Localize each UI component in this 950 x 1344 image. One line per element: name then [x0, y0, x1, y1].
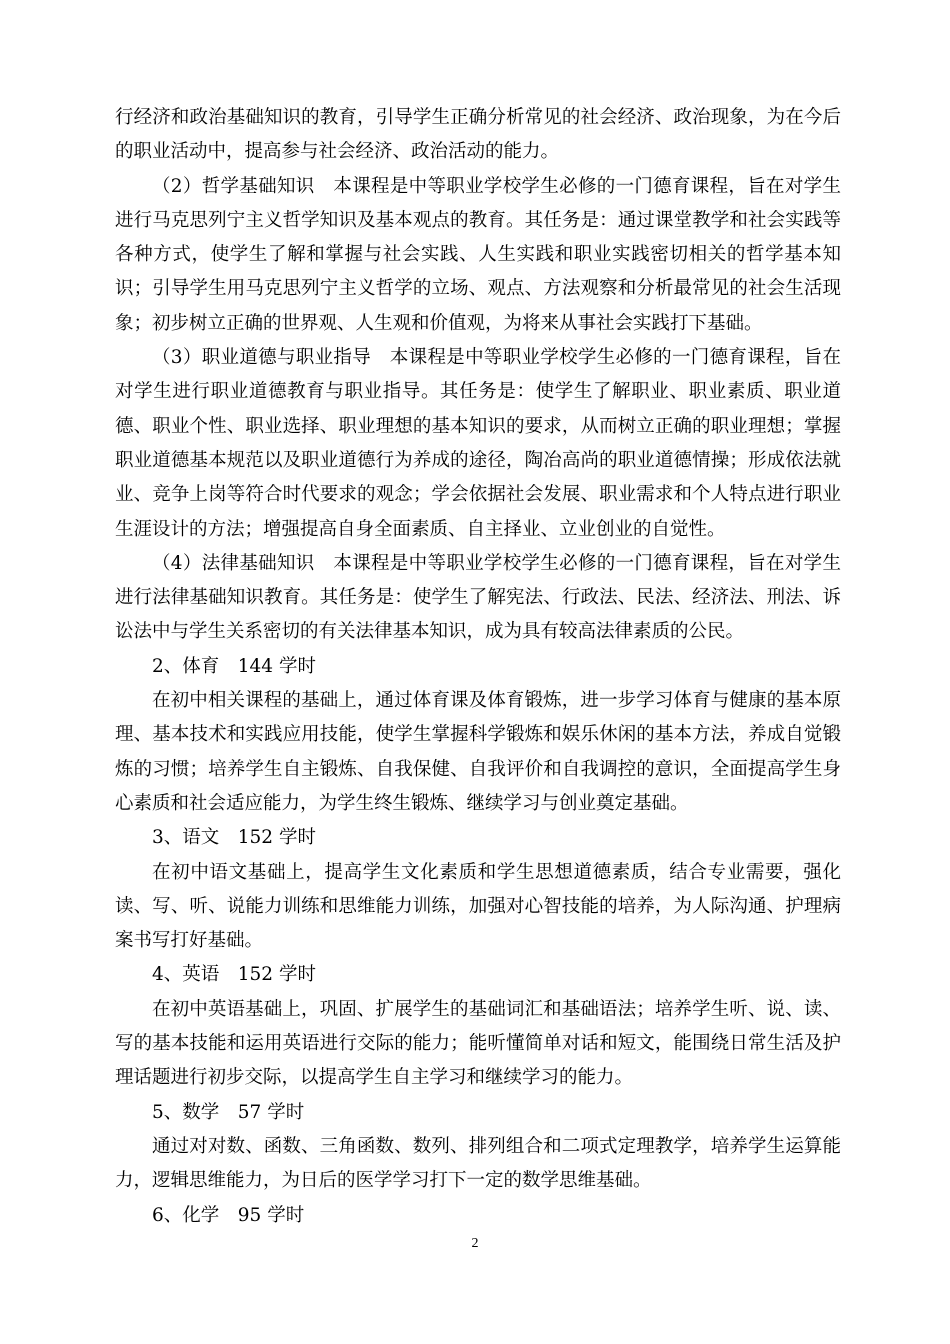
paragraph-english: 在初中英语基础上，巩固、扩展学生的基础词汇和基础语法；培养学生听、说、读、写的基本技能和运用英语进行交际的能力；能听懂简单对话和短文，能围绕日常生活及护理话题进行初步交际，以提高学生自主学习和继续学习的能力。	[115, 998, 841, 1089]
heading-english: 4、英语 152 学时	[152, 964, 316, 986]
paragraph-math: 通过对对数、函数、三角函数、数列、排列组合和二项式定理教学，培养学生运算能力，逻辑思维能力，为日后的医学学习打下一定的数学思维基础。	[115, 1135, 841, 1192]
heading-math: 5、数学 57 学时	[152, 1101, 305, 1123]
paragraph-pe: 在初中相关课程的基础上，通过体育课及体育锻炼，进一步学习体育与健康的基本原理、基本技术和实践应用技能，使学生掌握科学锻炼和娱乐休闲的基本方法，养成自觉锻炼的习惯；培养学生自主锻炼、自我保健、自我评价和自我调控的意识，全面提高学生身心素质和社会适应能力，为学生终生锻炼、继续学习与创业奠定基础。	[115, 690, 841, 814]
paragraph-philosophy: （2）哲学基础知识 本课程是中等职业学校学生必修的一门德育课程，旨在对学生进行马克思列宁主义哲学知识及基本观点的教育。其任务是：通过课堂教学和社会实践等各种方式，使学生了解和掌握与社会实践、人生实践和职业实践密切相关的哲学基本知识；引导学生用马克思列宁主义哲学的立场、观点、方法观察和分析最常见的社会生活现象；初步树立正确的世界观、人生观和价值观，为将来从事社会实践打下基础。	[115, 175, 841, 334]
page-number: 2	[471, 1236, 479, 1251]
paragraph-law-basics: （4）法律基础知识 本课程是中等职业学校学生必修的一门德育课程，旨在对学生进行法律基础知识教育。其任务是：使学生了解宪法、行政法、民法、经济法、刑法、诉讼法中与学生关系密切的有关法律基本知识，成为具有较高法律素质的公民。	[115, 552, 841, 643]
document-body	[115, 101, 841, 1233]
paragraph-chinese: 在初中语文基础上，提高学生文化素质和学生思想道德素质，结合专业需要，强化读、写、听、说能力训练和思维能力训练，加强对心智技能的培养，为人际沟通、护理病案书写打好基础。	[115, 861, 841, 952]
heading-chemistry: 6、化学 95 学时	[152, 1204, 305, 1226]
heading-pe: 2、体育 144 学时	[152, 655, 316, 677]
paragraph-continued-economics: 行经济和政治基础知识的教育，引导学生正确分析常见的社会经济、政治现象，为在今后的职业活动中，提高参与社会经济、政治活动的能力。	[115, 107, 841, 163]
paragraph-professional-ethics: （3）职业道德与职业指导 本课程是中等职业学校学生必修的一门德育课程，旨在对学生进行职业道德教育与职业指导。其任务是：使学生了解职业、职业素质、职业道德、职业个性、职业选择、职业理想的基本知识的要求，从而树立正确的职业理想；掌握职业道德基本规范以及职业道德行为养成的途径，陶冶高尚的职业道德情操；形成依法就业、竞争上岗等符合时代要求的观念；学会依据社会发展、职业需求和个人特点进行职业生涯设计的方法；增强提高自身全面素质、自主择业、立业创业的自觉性。	[115, 347, 841, 540]
heading-chinese: 3、语文 152 学时	[152, 827, 316, 849]
